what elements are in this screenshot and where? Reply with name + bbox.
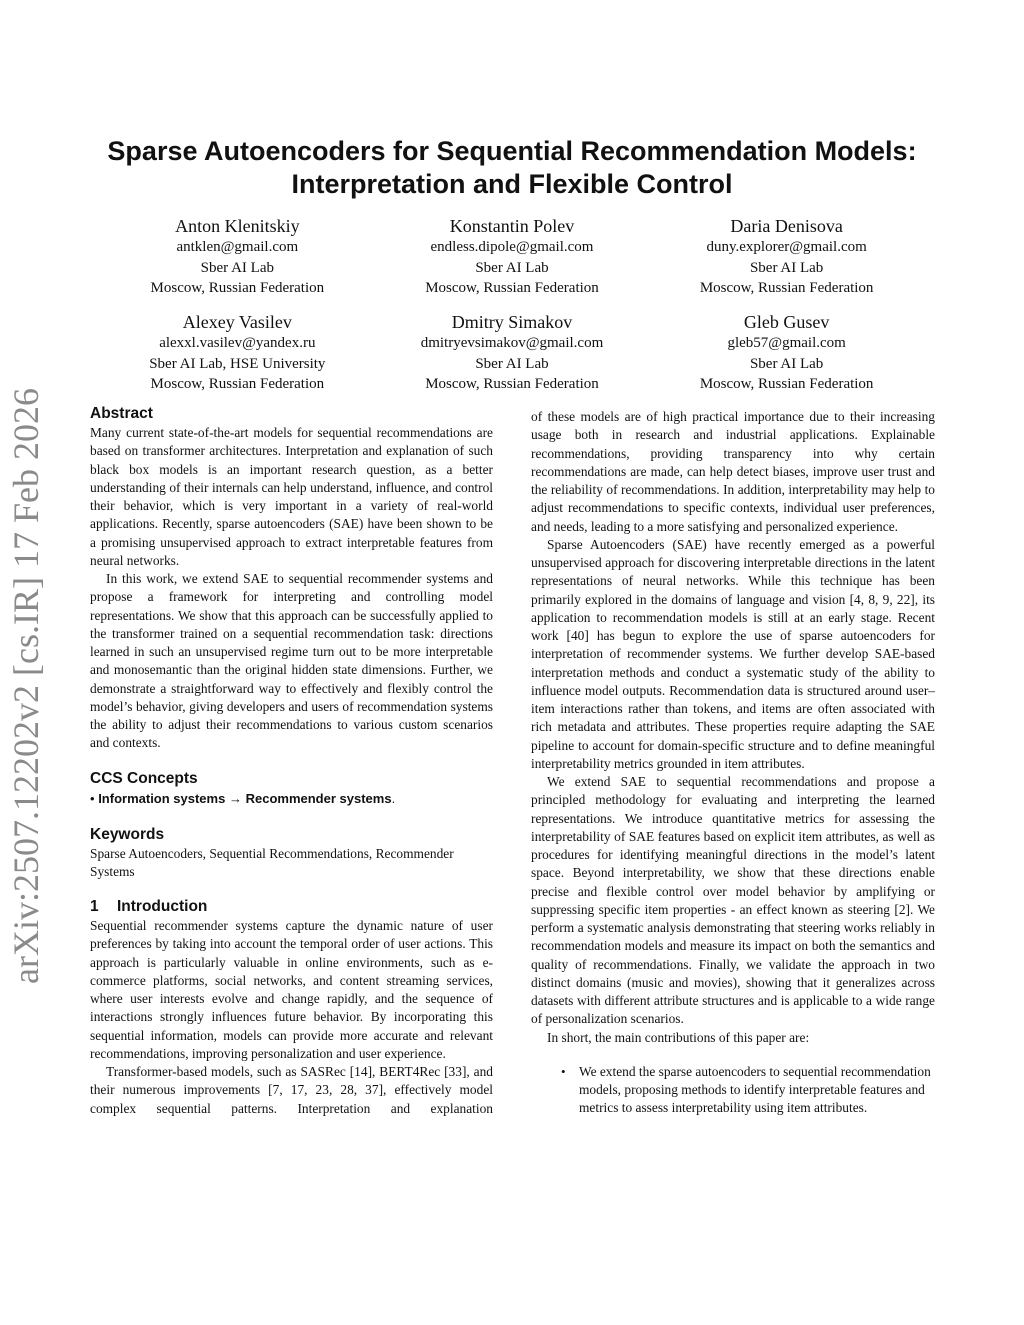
author-block xyxy=(100,311,375,395)
intro-paragraph-1: Sequential recommender systems capture the dynamic nature of user preferences by taking into account the temporal order of user actions. This approach is particularly valuable in online environments, such as e-commerce platforms, social networks, and content streaming services, where user interests evolve and change rapidly, and the sequence of interactions strongly influences future behavior. By incorporating this sequential information, models can provide more accurate and relevant recommendations, improving personalization and user experience. xyxy=(90,918,493,1061)
author-email: endless.dipole@gmail.com xyxy=(430,239,594,255)
introduction-heading xyxy=(90,897,493,917)
ccs-bullet: • xyxy=(90,790,95,806)
ccs-concept-2: Recommender systems xyxy=(245,790,392,806)
intro-paragraph-3: Sparse Autoencoders (SAE) have recently emerged as a powerful unsupervised approach for discovering interpretable directions in the latent representations of neural networks. While this technique has been primarily explored in the domains of language and vision [4, 8, 9, 22], its application to recommendation models is still at an early stage. Recent work [40] has begun to explore the use of sparse autoencoders for interpretation of recommender systems. We further develop SAE-based interpretation methods and conduct a systematic study of the ability to influence model outputs. Recommendation data is structured around user–item interactions rather than tokens, and items are often associated with rich metadata and attributes. These properties require adapting the SAE pipeline to account for domain-specific structure and to define meaningful interpretability metrics grounded in item attributes. xyxy=(531,536,935,771)
author-row-2 xyxy=(100,311,924,395)
author-affiliation: Sber AI Lab xyxy=(475,259,549,276)
contribution-text: We extend the sparse autoencoders to sequential recommendation models, proposing methods to identify interpretable features and metrics to assess interpretability using item attributes. xyxy=(579,1063,931,1116)
author-block xyxy=(649,311,924,395)
author-affiliation: Sber AI Lab, HSE University xyxy=(149,355,326,372)
author-email: duny.explorer@gmail.com xyxy=(706,239,867,255)
intro-paragraph-4: We extend SAE to sequential recommendations and propose a principled methodology for evaluating and interpreting the learned representations. We introduce quantitative metrics for assessing the interpretability of SAE features based on explicit item attributes, as well as procedures for identifying meaningful directions in the model’s latent space. Beyond interpretability, we show that these directions enable precise and flexible control over model behavior by amplifying or suppressing specific item properties - an effect known as steering [2]. We perform a systematic analysis demonstrating that steering works reliably in recommendation models and measure its impact on both the semantics and quality of recommendations. Finally, we validate the approach in two distinct domains (music and movies), showing that it generalizes across datasets with different attribute structures and is applicable to a wide range of personalization scenarios. xyxy=(531,774,935,1027)
author-affiliation: Sber AI Lab xyxy=(200,259,274,276)
abstract-paragraph-2: In this work, we extend SAE to sequential recommender systems and propose a framework for interpreting and controlling model representations. We show that this approach can be successfully applied to the transformer trained on a sequential recommendation task: directions learned in such an unsupervised regime turn out to be more interpretable and monosemantic than the original hidden state dimensions. Further, we demonstrate a straightforward way to effectively and flexibly control the model’s behavior, giving developers and users of recommendation systems the ability to adjust their recommendations to various custom scenarios and contexts. xyxy=(90,571,493,751)
intro-paragraph-5: In short, the main contributions of this paper are: xyxy=(547,1029,810,1045)
author-affiliation: Sber AI Lab xyxy=(749,259,824,276)
ccs-concepts-heading: CCS Concepts xyxy=(90,769,198,787)
intro-paragraph-2-continued: of these models are of high practical importance due to their increasing usage both in research and industrial applications. Explainable recommendations, providing transparency into why certain recommendations are made, can help detect biases, improve user trust and the reliability of recommendations. In addition, interpretability may help to adjust recommendations to specific contexts, individual user preferences, and needs, leading to a more satisfying and personalized experience. xyxy=(531,409,935,534)
abstract-paragraph-1: Many current state-of-the-art models for sequential recommendations are based on transformer architectures. Interpretation and explanation of such black box models is an important research question, as a better understanding of their internals can help understand, influence, and control their behavior, which is very important in a variety of real-world applications. Recently, sparse autoencoders (SAE) have been shown to be a promising unsupervised approach to extract interpretable features from neural networks. xyxy=(90,425,493,568)
author-block xyxy=(375,311,650,395)
abstract-heading: Abstract xyxy=(90,405,153,422)
contribution-list-item xyxy=(531,1063,935,1118)
ccs-concepts-entry xyxy=(90,789,493,809)
author-email: gleb57@gmail.com xyxy=(727,335,846,351)
author-block xyxy=(375,215,650,299)
author-row-1 xyxy=(100,215,924,299)
author-name: Anton Klenitskiy xyxy=(175,216,300,236)
author-name: Daria Denisova xyxy=(730,216,843,236)
author-location: Moscow, Russian Federation xyxy=(150,376,325,392)
paper-title xyxy=(90,135,934,201)
author-name: Konstantin Polev xyxy=(449,216,575,236)
author-name: Gleb Gusev xyxy=(743,312,830,332)
author-name: Dmitry Simakov xyxy=(451,312,573,332)
author-block xyxy=(649,215,924,299)
author-email: dmitryevsimakov@gmail.com xyxy=(420,335,604,351)
keywords-heading: Keywords xyxy=(90,825,165,843)
intro-paragraph-2: Transformer-based models, such as SASRec [14], BERT4Rec [33], and their numerous improvements [7, 17, 23, 28, 37], effectively model complex sequential patterns. Interpretation and explanation xyxy=(90,1064,493,1116)
author-email: antklen@gmail.com xyxy=(176,239,299,255)
ccs-period: . xyxy=(391,790,396,806)
author-affiliation: Sber AI Lab xyxy=(475,355,549,372)
author-name: Alexey Vasilev xyxy=(182,312,292,332)
left-column xyxy=(90,404,493,1118)
paper-title-line-1: Sparse Autoencoders for Sequential Recommendation Models: xyxy=(107,136,917,166)
section-title: Introduction xyxy=(117,898,208,915)
author-location: Moscow, Russian Federation xyxy=(699,376,874,392)
bullet-symbol: • xyxy=(561,1063,566,1079)
ccs-concept-1: Information systems xyxy=(98,790,226,806)
author-block xyxy=(100,215,375,299)
arxiv-identifier-stamp: arXiv:2507.12202v2 [cs.IR] 17 Feb 2026 xyxy=(6,388,46,984)
author-email: alexxl.vasilev@yandex.ru xyxy=(159,335,316,351)
keywords-text: Sparse Autoencoders, Sequential Recommendations, Recommender Systems xyxy=(90,845,454,879)
ccs-arrow: → xyxy=(228,790,242,806)
section-number: 1 xyxy=(90,898,99,915)
right-column xyxy=(531,408,935,1118)
author-location: Moscow, Russian Federation xyxy=(425,280,599,296)
author-affiliation: Sber AI Lab xyxy=(749,355,824,372)
author-location: Moscow, Russian Federation xyxy=(425,376,599,392)
author-location: Moscow, Russian Federation xyxy=(699,280,874,296)
author-location: Moscow, Russian Federation xyxy=(150,280,325,296)
paper-title-line-2: Interpretation and Flexible Control xyxy=(291,169,733,199)
